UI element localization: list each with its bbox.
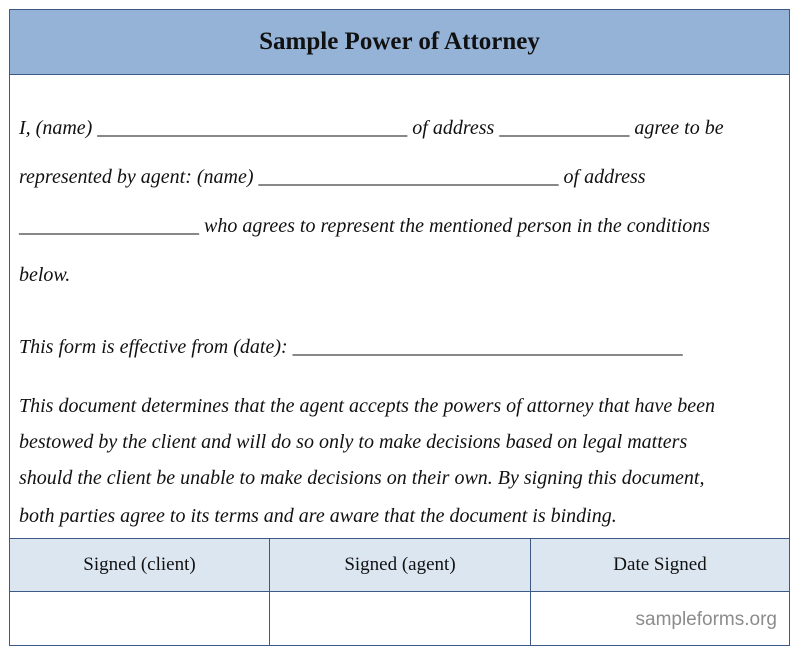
table-divider xyxy=(530,539,531,646)
signed-client-field[interactable] xyxy=(10,592,269,646)
document-text-line-3: should the client be unable to make decisions on their own. By signing this document, xyxy=(19,467,705,489)
power-of-attorney-form xyxy=(9,9,790,646)
agreement-line-2: represented by agent: (name) ______________________________ of address xyxy=(19,166,646,188)
document-text-line-1: This document determines that the agent accepts the powers of attorney that have been xyxy=(19,395,715,417)
effective-date-line: This form is effective from (date): _______________________________________ xyxy=(19,336,683,358)
date-signed-header: Date Signed xyxy=(531,539,789,592)
title-bar xyxy=(10,10,789,75)
document-text-line-2: bestowed by the client and will do so only to make decisions based on legal matters xyxy=(19,431,688,453)
watermark: sampleforms.org xyxy=(635,609,777,630)
form-title: Sample Power of Attorney xyxy=(259,28,540,55)
agreement-line-3: __________________ who agrees to represent the mentioned person in the conditions xyxy=(19,215,711,237)
agreement-line-1: I, (name) _______________________________ of address _____________ agree to be xyxy=(19,117,724,139)
signed-agent-field[interactable] xyxy=(270,592,530,646)
signed-client-header: Signed (client) xyxy=(10,539,269,592)
agreement-line-4: below. xyxy=(19,264,71,286)
table-divider xyxy=(269,539,270,646)
document-text-line-4: both parties agree to its terms and are aware that the document is binding. xyxy=(19,505,617,527)
signed-agent-header: Signed (agent) xyxy=(270,539,530,592)
